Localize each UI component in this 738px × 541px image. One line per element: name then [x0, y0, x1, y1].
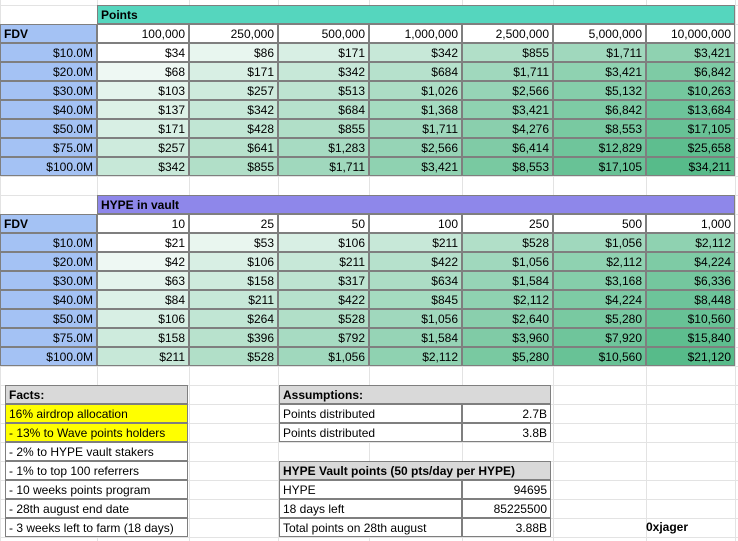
facts-item: - 1% to top 100 referrers	[5, 461, 188, 480]
points-table-value-cell: $137	[97, 100, 189, 119]
hype-table-value-cell: $2,112	[646, 233, 735, 252]
points-table-column-header: 100,000	[97, 24, 189, 43]
signature-text: 0xjager	[646, 520, 689, 534]
points-table-value-cell: $2,566	[462, 81, 553, 100]
points-table-value-cell: $6,414	[462, 138, 553, 157]
points-table-value-cell: $8,553	[553, 119, 646, 138]
hype-table-value-cell: $845	[369, 290, 462, 309]
points-table-value-cell: $641	[189, 138, 278, 157]
facts-item: - 2% to HYPE vault stakers	[5, 442, 188, 461]
points-table-value-cell: $6,842	[646, 62, 735, 81]
points-table-value-cell: $3,421	[369, 157, 462, 176]
points-table-value-cell: $25,658	[646, 138, 735, 157]
hype-table-fdv-header: FDV	[0, 214, 97, 233]
assumption-label: Points distributed	[279, 423, 462, 442]
hype-table-value-cell: $15,840	[646, 328, 735, 347]
hype-table-value-cell: $211	[189, 290, 278, 309]
facts-item: - 28th august end date	[5, 499, 188, 518]
points-table-fdv-cell: $100.0M	[0, 157, 97, 176]
points-table-value-cell: $17,105	[646, 119, 735, 138]
points-table-value-cell: $428	[189, 119, 278, 138]
points-table-value-cell: $34	[97, 43, 189, 62]
points-table-value-cell: $12,829	[553, 138, 646, 157]
facts-item: - 10 weeks points program	[5, 480, 188, 499]
hype-table-column-header: 10	[97, 214, 189, 233]
points-table-column-header: 10,000,000	[646, 24, 735, 43]
points-table-value-cell: $3,421	[462, 100, 553, 119]
vault-points-title: HYPE Vault points (50 pts/day per HYPE)	[279, 461, 551, 480]
hype-table-fdv-cell: $30.0M	[0, 271, 97, 290]
points-table-value-cell: $684	[278, 100, 369, 119]
facts-item: - 3 weeks left to farm (18 days)	[5, 518, 188, 537]
hype-table-value-cell: $211	[97, 347, 189, 366]
assumption-value: 2.7B	[462, 404, 551, 423]
points-table-column-header: 5,000,000	[553, 24, 646, 43]
points-table-value-cell: $1,368	[369, 100, 462, 119]
hype-table-value-cell: $8,448	[646, 290, 735, 309]
hype-table-value-cell: $1,056	[278, 347, 369, 366]
hype-table-fdv-cell: $100.0M	[0, 347, 97, 366]
hype-table-column-header: 500	[553, 214, 646, 233]
hype-table-value-cell: $4,224	[553, 290, 646, 309]
points-table-value-cell: $8,553	[462, 157, 553, 176]
hype-table-value-cell: $21,120	[646, 347, 735, 366]
points-table-fdv-cell: $75.0M	[0, 138, 97, 157]
points-table-value-cell: $1,711	[278, 157, 369, 176]
hype-table-value-cell: $2,112	[462, 290, 553, 309]
points-table-value-cell: $171	[189, 62, 278, 81]
hype-table-value-cell: $3,168	[553, 271, 646, 290]
points-table-fdv-cell: $40.0M	[0, 100, 97, 119]
hype-table-column-header: 1,000	[646, 214, 735, 233]
points-table-fdv-cell: $20.0M	[0, 62, 97, 81]
points-table-fdv-cell: $50.0M	[0, 119, 97, 138]
points-table-value-cell: $3,421	[646, 43, 735, 62]
hype-table-value-cell: $528	[462, 233, 553, 252]
points-table-column-header: 500,000	[278, 24, 369, 43]
hype-table-value-cell: $7,920	[553, 328, 646, 347]
hype-table-fdv-cell: $40.0M	[0, 290, 97, 309]
points-table-value-cell: $684	[369, 62, 462, 81]
vault-points-label: 18 days left	[279, 499, 462, 518]
hype-table-value-cell: $528	[278, 309, 369, 328]
assumption-value: 3.8B	[462, 423, 551, 442]
hype-table-fdv-cell: $75.0M	[0, 328, 97, 347]
hype-table-value-cell: $2,640	[462, 309, 553, 328]
vault-points-value: 3.88B	[462, 518, 551, 537]
points-table-column-header: 250,000	[189, 24, 278, 43]
hype-table-value-cell: $6,336	[646, 271, 735, 290]
hype-table-column-header: 50	[278, 214, 369, 233]
hype-table-value-cell: $634	[369, 271, 462, 290]
facts-item: 16% airdrop allocation	[5, 404, 188, 423]
points-table-value-cell: $2,566	[369, 138, 462, 157]
points-table-value-cell: $10,263	[646, 81, 735, 100]
hype-table-value-cell: $3,960	[462, 328, 553, 347]
points-table-value-cell: $1,711	[462, 62, 553, 81]
points-table-value-cell: $103	[97, 81, 189, 100]
points-table-value-cell: $855	[189, 157, 278, 176]
points-table-fdv-header: FDV	[0, 24, 97, 43]
hype-table-value-cell: $106	[97, 309, 189, 328]
hype-table-value-cell: $2,112	[369, 347, 462, 366]
points-table-column-header: 2,500,000	[462, 24, 553, 43]
hype-table-value-cell: $2,112	[553, 252, 646, 271]
points-table-value-cell: $1,283	[278, 138, 369, 157]
points-table-fdv-cell: $30.0M	[0, 81, 97, 100]
points-table-value-cell: $4,276	[462, 119, 553, 138]
hype-table-value-cell: $106	[278, 233, 369, 252]
points-table-column-header: 1,000,000	[369, 24, 462, 43]
hype-table-column-header: 25	[189, 214, 278, 233]
hype-table-column-header: 250	[462, 214, 553, 233]
facts-title: Facts:	[5, 385, 188, 404]
points-table-value-cell: $342	[97, 157, 189, 176]
hype-table-value-cell: $4,224	[646, 252, 735, 271]
facts-item: - 13% to Wave points holders	[5, 423, 188, 442]
points-table-fdv-cell: $10.0M	[0, 43, 97, 62]
hype-table-value-cell: $396	[189, 328, 278, 347]
hype-table-title: HYPE in vault	[97, 195, 735, 214]
points-table-value-cell: $5,132	[553, 81, 646, 100]
hype-table-value-cell: $63	[97, 271, 189, 290]
hype-table-value-cell: $1,056	[369, 309, 462, 328]
hype-table-column-header: 100	[369, 214, 462, 233]
vault-points-label: Total points on 28th august	[279, 518, 462, 537]
hype-table-fdv-cell: $10.0M	[0, 233, 97, 252]
hype-table-value-cell: $158	[97, 328, 189, 347]
hype-table-value-cell: $317	[278, 271, 369, 290]
hype-table-value-cell: $84	[97, 290, 189, 309]
hype-table-value-cell: $5,280	[553, 309, 646, 328]
points-table-value-cell: $1,711	[553, 43, 646, 62]
points-table-value-cell: $68	[97, 62, 189, 81]
points-table-value-cell: $171	[278, 43, 369, 62]
hype-table-value-cell: $53	[189, 233, 278, 252]
vault-points-value: 85225500	[462, 499, 551, 518]
points-table-value-cell: $342	[278, 62, 369, 81]
points-table-value-cell: $3,421	[553, 62, 646, 81]
points-table-value-cell: $1,026	[369, 81, 462, 100]
points-table-value-cell: $342	[189, 100, 278, 119]
points-table-value-cell: $171	[97, 119, 189, 138]
assumption-label: Points distributed	[279, 404, 462, 423]
points-table-value-cell: $257	[189, 81, 278, 100]
vault-points-value: 94695	[462, 480, 551, 499]
points-table-value-cell: $17,105	[553, 157, 646, 176]
hype-table-value-cell: $211	[278, 252, 369, 271]
points-table-value-cell: $86	[189, 43, 278, 62]
hype-table-value-cell: $10,560	[646, 309, 735, 328]
hype-table-value-cell: $42	[97, 252, 189, 271]
hype-table-value-cell: $422	[369, 252, 462, 271]
assumptions-title: Assumptions:	[279, 385, 551, 404]
hype-table-value-cell: $1,056	[462, 252, 553, 271]
hype-table-value-cell: $1,056	[553, 233, 646, 252]
hype-table-value-cell: $21	[97, 233, 189, 252]
hype-table-value-cell: $5,280	[462, 347, 553, 366]
hype-table-fdv-cell: $50.0M	[0, 309, 97, 328]
points-table-value-cell: $1,711	[369, 119, 462, 138]
hype-table-value-cell: $264	[189, 309, 278, 328]
hype-table-value-cell: $106	[189, 252, 278, 271]
points-table-value-cell: $513	[278, 81, 369, 100]
hype-table-value-cell: $792	[278, 328, 369, 347]
hype-table-fdv-cell: $20.0M	[0, 252, 97, 271]
vault-points-label: HYPE	[279, 480, 462, 499]
points-table-value-cell: $257	[97, 138, 189, 157]
hype-table-value-cell: $10,560	[553, 347, 646, 366]
points-table-value-cell: $855	[278, 119, 369, 138]
hype-table-value-cell: $1,584	[369, 328, 462, 347]
points-table-value-cell: $13,684	[646, 100, 735, 119]
points-table-value-cell: $855	[462, 43, 553, 62]
hype-table-value-cell: $1,584	[462, 271, 553, 290]
hype-table-value-cell: $211	[369, 233, 462, 252]
points-table-value-cell: $34,211	[646, 157, 735, 176]
hype-table-value-cell: $158	[189, 271, 278, 290]
points-table-value-cell: $6,842	[553, 100, 646, 119]
hype-table-value-cell: $528	[189, 347, 278, 366]
points-table-value-cell: $342	[369, 43, 462, 62]
hype-table-value-cell: $422	[278, 290, 369, 309]
points-table-title: Points	[97, 5, 735, 24]
